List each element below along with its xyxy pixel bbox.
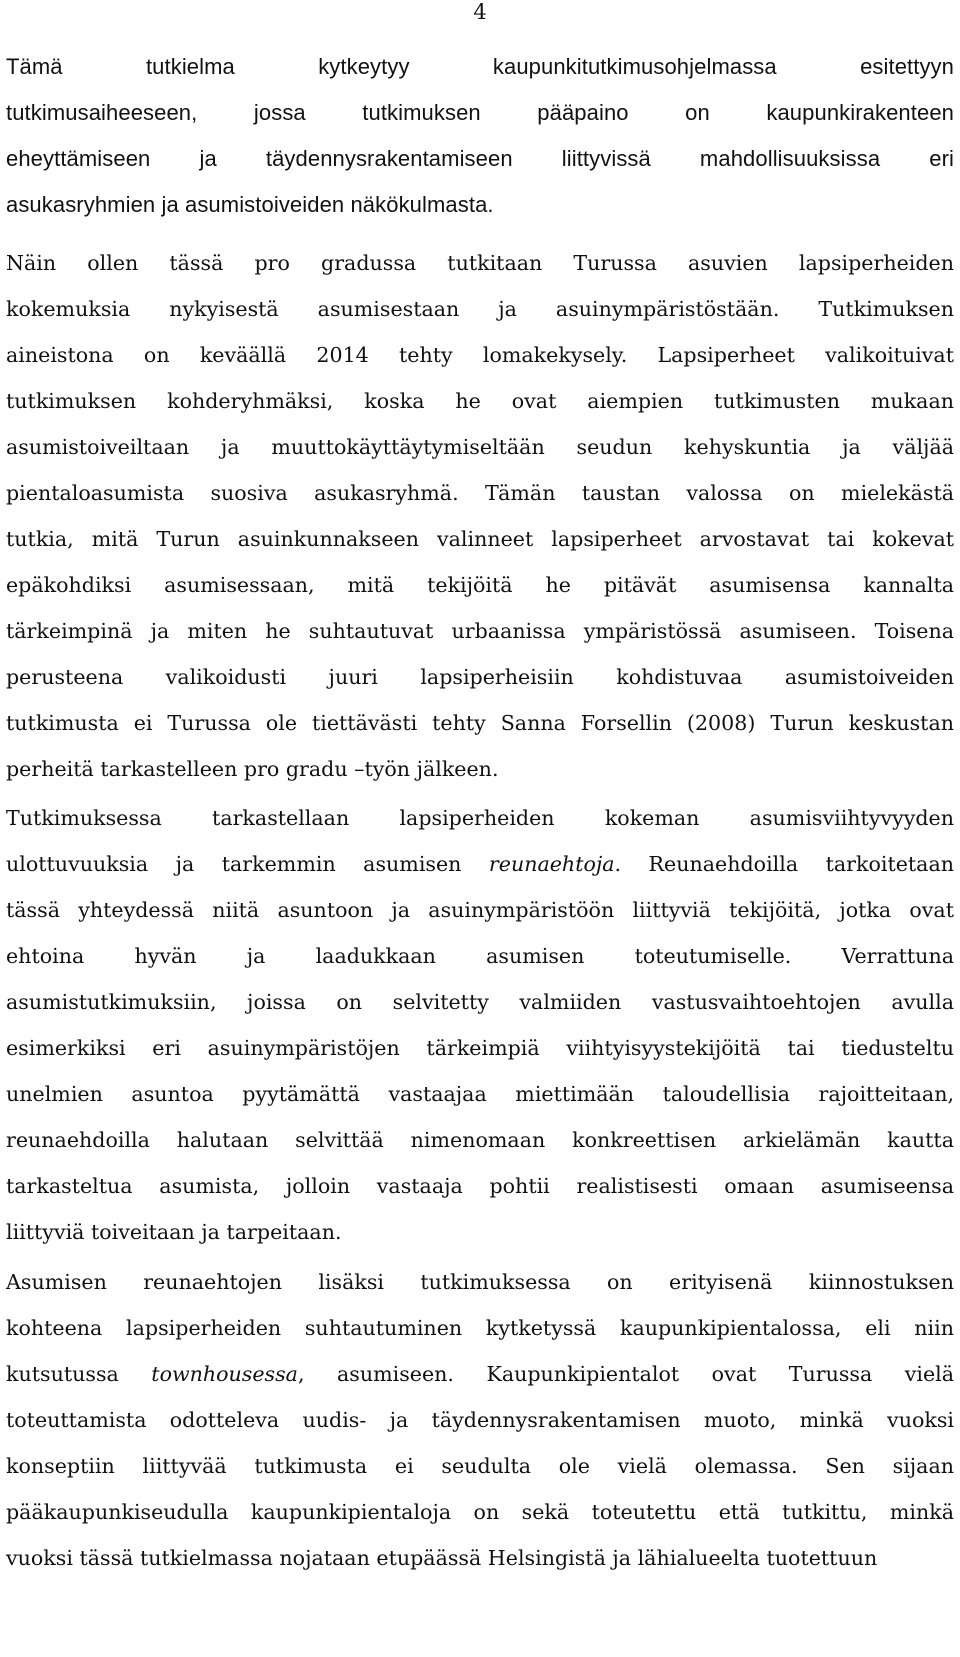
text-line xyxy=(6,1443,954,1489)
text-segment: tutkimusta ei Turussa ole tiettävästi tehty Sanna Forsellin (2008) Turun keskustan xyxy=(6,711,954,735)
text-line xyxy=(6,44,954,90)
text-line xyxy=(6,979,954,1025)
text-line xyxy=(6,654,954,700)
text-line xyxy=(6,378,954,424)
text-segment: perheitä tarkastelleen pro gradu –työn jälkeen. xyxy=(6,757,499,781)
text-line xyxy=(6,933,954,979)
text-line xyxy=(6,795,954,841)
text-segment: epäkohdiksi asumisessaan, mitä tekijöitä he pitävät asumisensa kannalta xyxy=(6,573,954,597)
italic-term: reunaehtoja xyxy=(488,852,615,876)
text-segment: Näin ollen tässä pro gradussa tutkitaan Turussa asuvien lapsiperheiden xyxy=(6,251,954,275)
text-line xyxy=(6,470,954,516)
paragraph-2 xyxy=(6,240,954,792)
paragraph-1 xyxy=(6,44,954,228)
text-line xyxy=(6,1305,954,1351)
text-segment: tärkeimpinä ja miten he suhtautuvat urbaanissa ympäristössä asumiseen. Toisena xyxy=(6,619,954,643)
paragraph-4 xyxy=(6,1259,954,1581)
text-line xyxy=(6,516,954,562)
text-segment: unelmien asuntoa pyytämättä vastaajaa miettimään taloudellisia rajoitteitaan, xyxy=(6,1082,954,1106)
text-line xyxy=(6,286,954,332)
text-line xyxy=(6,746,954,792)
text-segment: Tutkimuksessa tarkastellaan lapsiperheiden kokeman asumisviihtyvyyden xyxy=(6,806,954,830)
text-segment: konseptiin liittyvää tutkimusta ei seudulta ole vielä olemassa. Sen sijaan xyxy=(6,1454,954,1478)
text-segment: kohteena lapsiperheiden suhtautuminen kytketyssä kaupunkipientalossa, eli niin xyxy=(6,1316,954,1340)
text-segment: pääkaupunkiseudulla kaupunkipientaloja on sekä toteutettu että tutkittu, minkä xyxy=(6,1500,954,1524)
text-line xyxy=(6,1025,954,1071)
text-line xyxy=(6,562,954,608)
text-line xyxy=(6,1351,954,1397)
text-segment: tarkasteltua asumista, jolloin vastaaja pohtii realistisesti omaan asumiseensa xyxy=(6,1174,954,1198)
text-line xyxy=(6,1397,954,1443)
text-line xyxy=(6,1489,954,1535)
text-segment: reunaehdoilla halutaan selvittää nimenomaan konkreettisen arkielämän kautta xyxy=(6,1128,954,1152)
text-line xyxy=(6,887,954,933)
text-segment: tutkimuksen kohderyhmäksi, koska he ovat aiempien tutkimusten mukaan xyxy=(6,389,954,413)
text-line xyxy=(6,90,954,136)
text-segment: aineistona on keväällä 2014 tehty lomakekysely. Lapsiperheet valikoituivat xyxy=(6,343,954,367)
text-segment: ulottuvuuksia ja tarkemmin asumisen xyxy=(6,852,489,876)
text-segment: liittyviä toiveitaan ja tarpeitaan. xyxy=(6,1220,342,1244)
text-segment: , asumiseen. Kaupunkipientalot ovat Turussa vielä xyxy=(297,1362,954,1386)
text-segment: tutkia, mitä Turun asuinkunnakseen valinneet lapsiperheet arvostavat tai kokevat xyxy=(6,527,954,551)
text-line xyxy=(6,240,954,286)
text-line xyxy=(6,136,954,182)
text-line xyxy=(6,841,954,887)
text-line xyxy=(6,1259,954,1305)
text-segment: asumistoiveiltaan ja muuttokäyttäytymiseltään seudun kehyskuntia ja väljää xyxy=(6,435,954,459)
text-segment: asukasryhmien ja asumistoiveiden näkökulmasta. xyxy=(6,192,494,217)
text-line xyxy=(6,1071,954,1117)
text-line xyxy=(6,1117,954,1163)
text-segment: vuoksi tässä tutkielmassa nojataan etupäässä Helsingistä ja lähialueelta tuotettuun xyxy=(6,1546,878,1570)
text-line xyxy=(6,1163,954,1209)
text-segment: Asumisen reunaehtojen lisäksi tutkimuksessa on erityisenä kiinnostuksen xyxy=(6,1270,954,1294)
text-segment: perusteena valikoidusti juuri lapsiperheisiin kohdistuvaa asumistoiveiden xyxy=(6,665,954,689)
text-segment: ehtoina hyvän ja laadukkaan asumisen toteutumiselle. Verrattuna xyxy=(6,944,954,968)
text-line xyxy=(6,424,954,470)
italic-term: townhousessa xyxy=(151,1362,298,1386)
text-segment: Tämä tutkielma kytkeytyy kaupunkitutkimusohjelmassa esitettyyn xyxy=(6,54,954,79)
paragraph-3 xyxy=(6,795,954,1255)
text-line xyxy=(6,700,954,746)
text-segment: asumistutkimuksiin, joissa on selvitetty valmiiden vastusvaihtoehtojen avulla xyxy=(6,990,954,1014)
page-number: 4 xyxy=(473,0,487,24)
text-segment: pientaloasumista suosiva asukasryhmä. Tämän taustan valossa on mielekästä xyxy=(6,481,954,505)
text-line xyxy=(6,182,954,228)
text-segment: kutsutussa xyxy=(6,1362,152,1386)
text-line xyxy=(6,608,954,654)
text-segment: eheyttämiseen ja täydennysrakentamiseen liittyvissä mahdollisuuksissa eri xyxy=(6,146,954,171)
text-segment: kokemuksia nykyisestä asumisestaan ja asuinympäristöstään. Tutkimuksen xyxy=(6,297,954,321)
text-segment: . Reunaehdoilla tarkoitetaan xyxy=(614,852,955,876)
text-segment: tässä yhteydessä niitä asuntoon ja asuinympäristöön liittyviä tekijöitä, jotka ovat xyxy=(6,898,954,922)
text-line xyxy=(6,1209,954,1255)
text-segment: esimerkiksi eri asuinympäristöjen tärkeimpiä viihtyisyystekijöitä tai tiedusteltu xyxy=(6,1036,954,1060)
text-line xyxy=(6,332,954,378)
text-segment: tutkimusaiheeseen, jossa tutkimuksen pääpaino on kaupunkirakenteen xyxy=(6,100,954,125)
text-segment: toteuttamista odotteleva uudis- ja täydennysrakentamisen muoto, minkä vuoksi xyxy=(6,1408,954,1432)
text-line xyxy=(6,1535,954,1581)
